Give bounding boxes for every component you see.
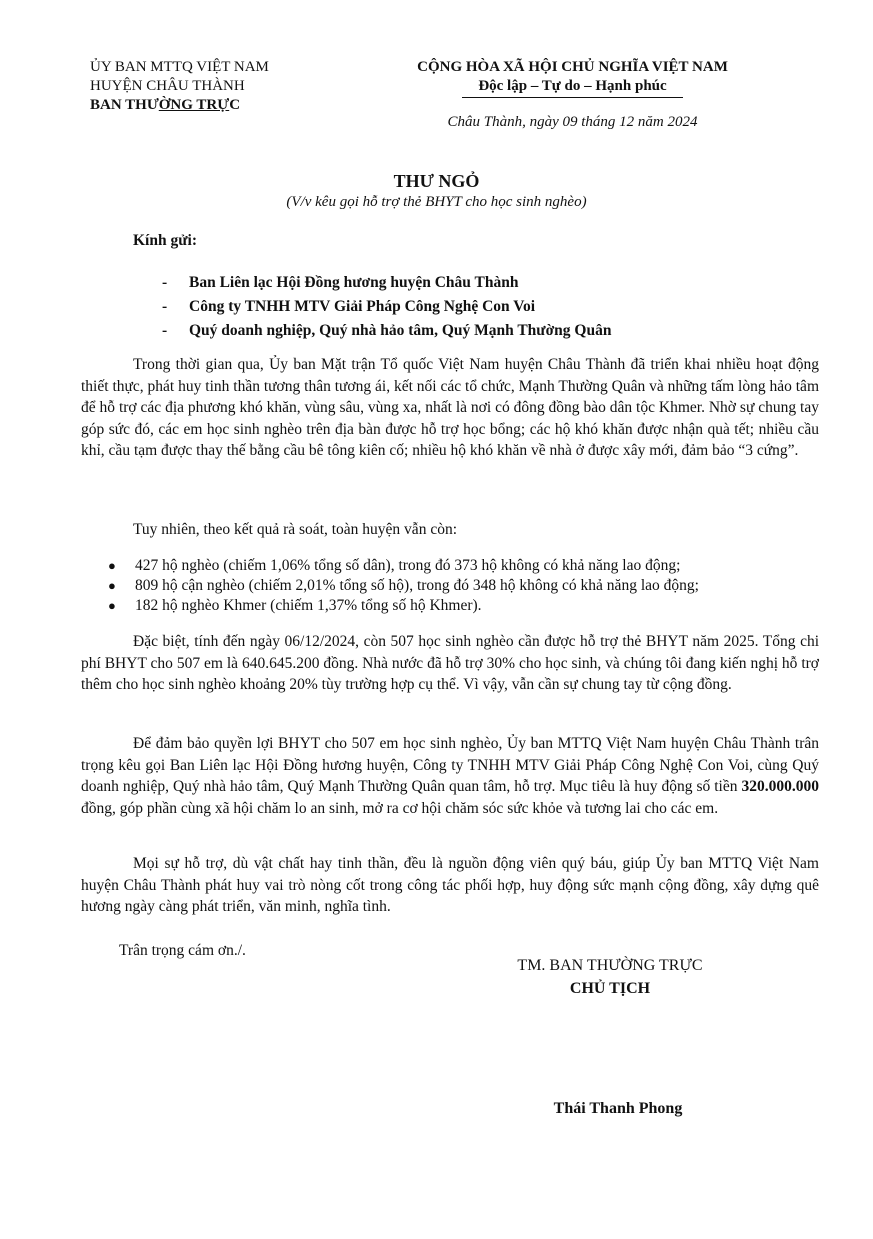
recipient-list (162, 271, 611, 343)
document-subtitle: (V/v kêu gọi hỗ trợ thẻ BHYT cho học sinh nghèo) (286, 194, 587, 210)
greeting: Kính gửi: (133, 232, 197, 249)
signer-position: CHỦ TỊCH (569, 980, 651, 997)
paragraph-4 (81, 733, 819, 819)
document-title: THƯ NGỎ (393, 171, 480, 191)
recipient-item (162, 271, 611, 295)
paragraph-4-text-a: Để đảm bảo quyền lợi BHYT cho 507 em học sinh nghèo, Ủy ban MTTQ Việt Nam huyện Châu Thành trân trọng kêu gọi Ban Liên lạc Hội Đồng hương huyện, Công ty TNHH MTV Giải Pháp Công Nghệ Con Voi, cùng Quý doanh nghiệp, Quý nhà hảo tâm, Quý Mạnh Thường Quân quan tâm, hỗ trợ. Mục tiêu là huy động số tiền (81, 735, 819, 795)
bullet-dot: ● (108, 598, 116, 613)
bullet-text: 427 hộ nghèo (chiếm 1,06% tổng số dân), trong đó 373 hộ không có khả năng lao động; (135, 557, 681, 574)
bullet-dot: ● (108, 578, 116, 593)
signer-name: Thái Thanh Phong (553, 1100, 683, 1117)
org-name-line1: ỦY BAN MTTQ VIỆT NAM (90, 59, 269, 75)
funding-amount: 320.000.000 (741, 778, 819, 795)
bullet-list (108, 556, 699, 616)
bullet-text: 809 hộ cận nghèo (chiếm 2,01% tổng số hộ), trong đó 348 hộ không có khả năng lao động; (135, 577, 699, 594)
header-right (380, 58, 765, 98)
signer-role: TM. BAN THƯỜNG TRỰC (517, 957, 703, 974)
recipient-item (162, 319, 611, 343)
nation-name: CỘNG HÒA XÃ HỘI CHỦ NGHĨA VIỆT NAM (417, 59, 728, 75)
header-left (90, 58, 269, 115)
recipient-text: Quý doanh nghiệp, Quý nhà hảo tâm, Quý Mạnh Thường Quân (189, 322, 612, 339)
paragraph-5: Mọi sự hỗ trợ, dù vật chất hay tinh thần, đều là nguồn động viên quý báu, giúp Ủy ban MTTQ Việt Nam huyện Châu Thành phát huy vai trò nòng cốt trong công tác phối hợp, huy động sức mạnh cộng đồng, xây dựng quê hương ngày càng phát triển, văn minh, nghĩa tình. (81, 855, 819, 915)
bullet-item (108, 556, 699, 576)
paragraph-4-text-b: đồng, góp phần cùng xã hội chăm lo an sinh, mở ra cơ hội chăm sóc sức khỏe và tương lai cho các em. (81, 799, 719, 817)
recipient-item (162, 295, 611, 319)
org-line3-part-b: ỜNG TRỰ (158, 97, 230, 113)
paragraph-1: Trong thời gian qua, Ủy ban Mặt trận Tổ quốc Việt Nam huyện Châu Thành đã triển khai nhiều hoạt động thiết thực, phát huy tinh thần tương thân tương ái, kết nối các tổ chức, Mạnh Thường Quân và những tấm lòng hảo tâm để hỗ trợ các địa phương khó khăn, vùng sâu, vùng xa, nhất là nơi có đông đồng bào dân tộc Khmer. Nhờ sự chung tay góp sức đó, các em học sinh nghèo trên địa bàn được hỗ trợ học bổng; các hộ khó khăn được nhận quà tết; nhiều cầu khỉ, cầu tạm được thay thế bằng cầu bê tông kiên cố; nhiều hộ khó khăn về nhà ở được xây mới, đảm bảo “3 cứng”. (81, 356, 819, 459)
org-line3-part-c: C (229, 97, 241, 113)
recipient-text: Công ty TNHH MTV Giải Pháp Công Nghệ Con Voi (189, 298, 536, 315)
org-name-line3 (90, 96, 269, 115)
org-line3-part-a: BAN THƯ (90, 97, 159, 113)
nation-motto: Độc lập – Tự do – Hạnh phúc (462, 77, 682, 98)
closing-line: Trân trọng cám ơn./. (119, 942, 246, 959)
recipient-text: Ban Liên lạc Hội Đồng hương huyện Châu Thành (189, 274, 519, 291)
bullet-item (108, 596, 699, 616)
bullet-text: 182 hộ nghèo Khmer (chiếm 1,37% tổng số hộ Khmer). (135, 597, 482, 614)
org-name-line2: HUYỆN CHÂU THÀNH (90, 78, 245, 94)
dash-marker: - (162, 322, 168, 339)
bullet-item (108, 576, 699, 596)
dash-marker: - (162, 274, 168, 291)
document-date: Châu Thành, ngày 09 tháng 12 năm 2024 (447, 114, 698, 130)
dash-marker: - (162, 298, 168, 315)
bullet-dot: ● (108, 558, 116, 573)
signature-block (470, 954, 750, 1000)
paragraph-2: Tuy nhiên, theo kết quả rà soát, toàn huyện vẫn còn: (133, 521, 458, 538)
paragraph-3: Đặc biệt, tính đến ngày 06/12/2024, còn 507 học sinh nghèo cần được hỗ trợ thẻ BHYT năm 2025. Tổng chi phí BHYT cho 507 em là 640.645.200 đồng. Nhà nước đã hỗ trợ 30% cho học sinh, và chúng tôi đang kiến nghị hỗ trợ thêm cho học sinh nghèo khoảng 20% tùy trường hợp cụ thể. Vì vậy, vẫn cần sự chung tay từ cộng đồng. (81, 633, 819, 693)
